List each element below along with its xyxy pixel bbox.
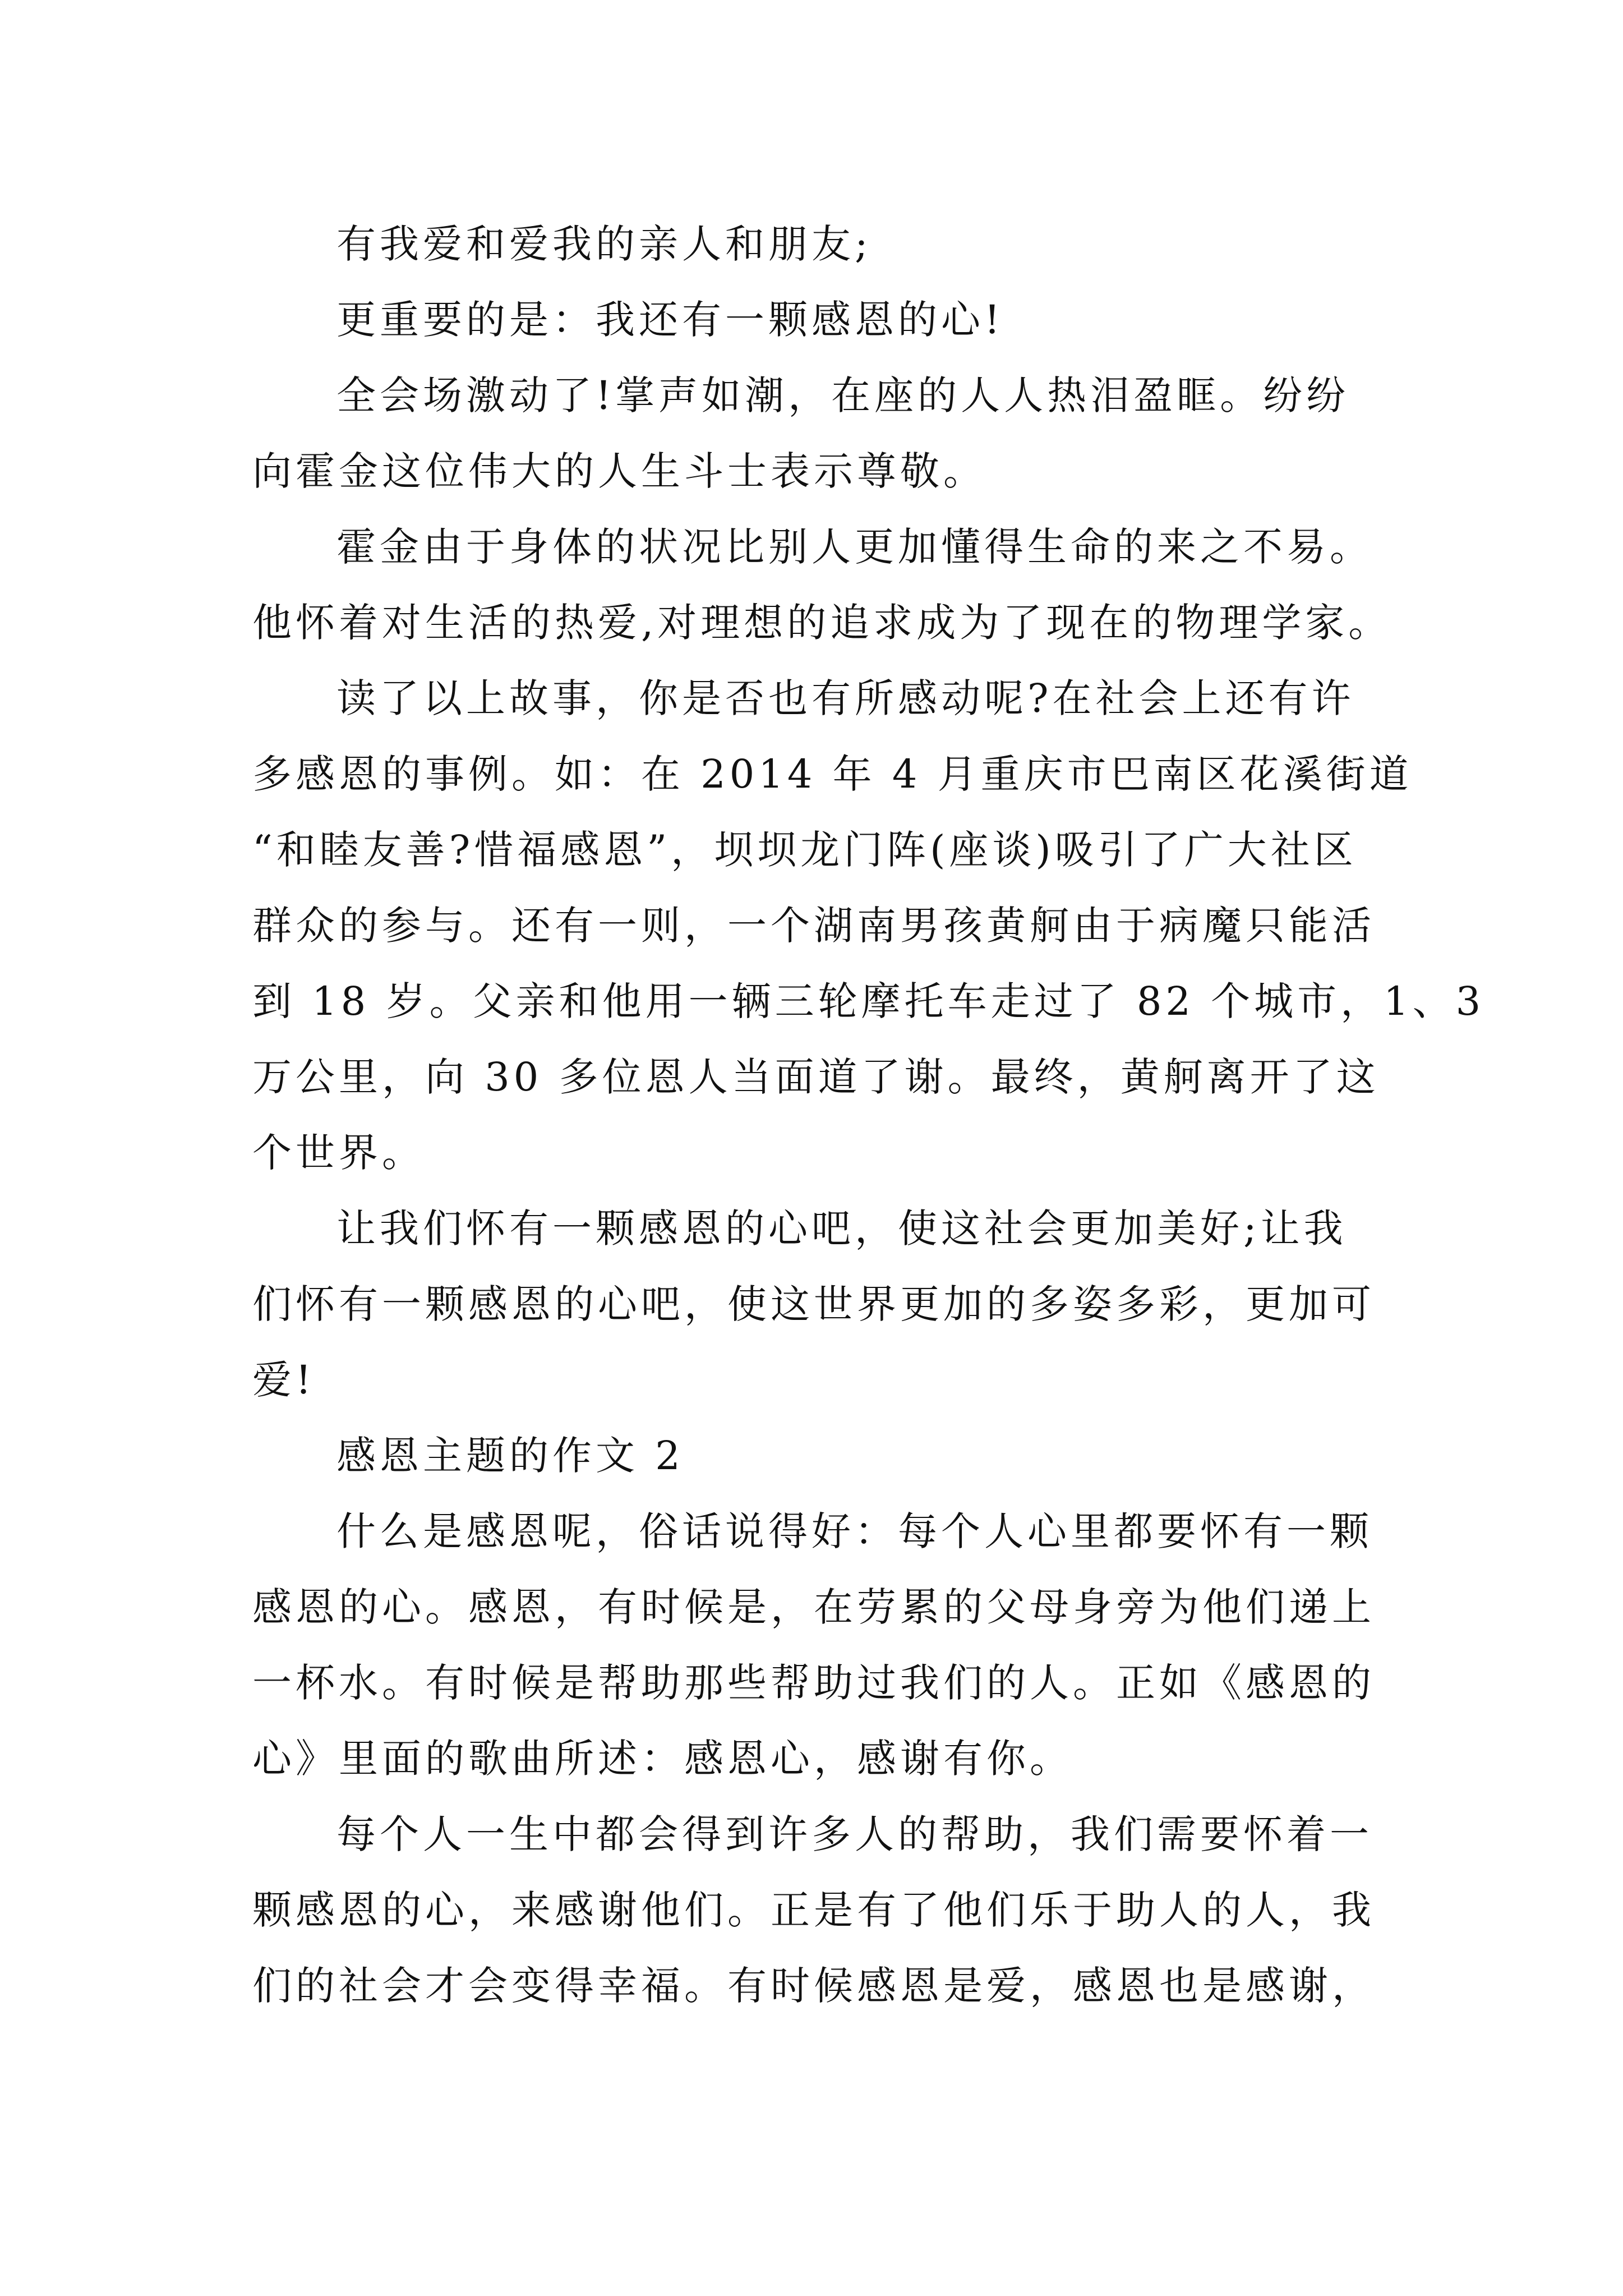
paragraph-line: 万公里，向 30 多位恩人当面道了谢。最终，黄舸离开了这 xyxy=(252,1054,1380,1100)
paragraph-line: 颗感恩的心，来感谢他们。正是有了他们乐于助人的人，我 xyxy=(252,1887,1375,1933)
paragraph-line: 一杯水。有时候是帮助那些帮助过我们的人。正如《感恩的 xyxy=(252,1660,1375,1706)
paragraph-line: 每个人一生中都会得到许多人的帮助，我们需要怀着一 xyxy=(336,1811,1373,1857)
paragraph-line: 让我们怀有一颗感恩的心吧，使这社会更加美好;让我 xyxy=(336,1205,1347,1251)
paragraph-line: 们怀有一颗感恩的心吧，使这世界更加的多姿多彩，更加可 xyxy=(252,1281,1375,1327)
paragraph-line: 有我爱和爱我的亲人和朋友; xyxy=(336,221,872,267)
paragraph-line: 霍金由于身体的状况比别人更加懂得生命的来之不易。 xyxy=(336,524,1373,570)
paragraph-line: 全会场激动了!掌声如潮，在座的人人热泪盈眶。纷纷 xyxy=(336,372,1350,418)
paragraph-line: 心》里面的歌曲所述：感恩心，感谢有你。 xyxy=(252,1736,1073,1782)
paragraph-line: 群众的参与。还有一则，一个湖南男孩黄舸由于病魔只能活 xyxy=(252,903,1375,949)
paragraph-line: 到 18 岁。父亲和他用一辆三轮摩托车走过了 82 个城市，1、3 xyxy=(252,978,1485,1024)
paragraph-line: 更重要的是：我还有一颗感恩的心! xyxy=(336,297,1004,343)
paragraph-line: 们的社会才会变得幸福。有时候感恩是爱，感恩也是感谢， xyxy=(252,1963,1375,2009)
paragraph-line: “和睦友善?惜福感恩”，坝坝龙门阵(座谈)吸引了广大社区 xyxy=(252,827,1357,873)
paragraph-line: 向霍金这位伟大的人生斗士表示尊敬。 xyxy=(252,448,986,494)
paragraph-line: 个世界。 xyxy=(252,1130,425,1176)
paragraph-line: 什么是感恩呢，俗话说得好：每个人心里都要怀有一颗 xyxy=(336,1508,1373,1554)
paragraph-line: 爱! xyxy=(252,1357,316,1403)
paragraph-line: 读了以上故事，你是否也有所感动呢?在社会上还有许 xyxy=(336,675,1355,721)
paragraph-line: 他怀着对生活的热爱,对理想的追求成为了现在的物理学家。 xyxy=(252,600,1392,646)
section-heading: 感恩主题的作文 2 xyxy=(336,1433,684,1479)
paragraph-line: 感恩的心。感恩，有时候是，在劳累的父母身旁为他们递上 xyxy=(252,1584,1375,1630)
paragraph-line: 多感恩的事例。如：在 2014 年 4 月重庆市巴南区花溪街道 xyxy=(252,751,1413,797)
